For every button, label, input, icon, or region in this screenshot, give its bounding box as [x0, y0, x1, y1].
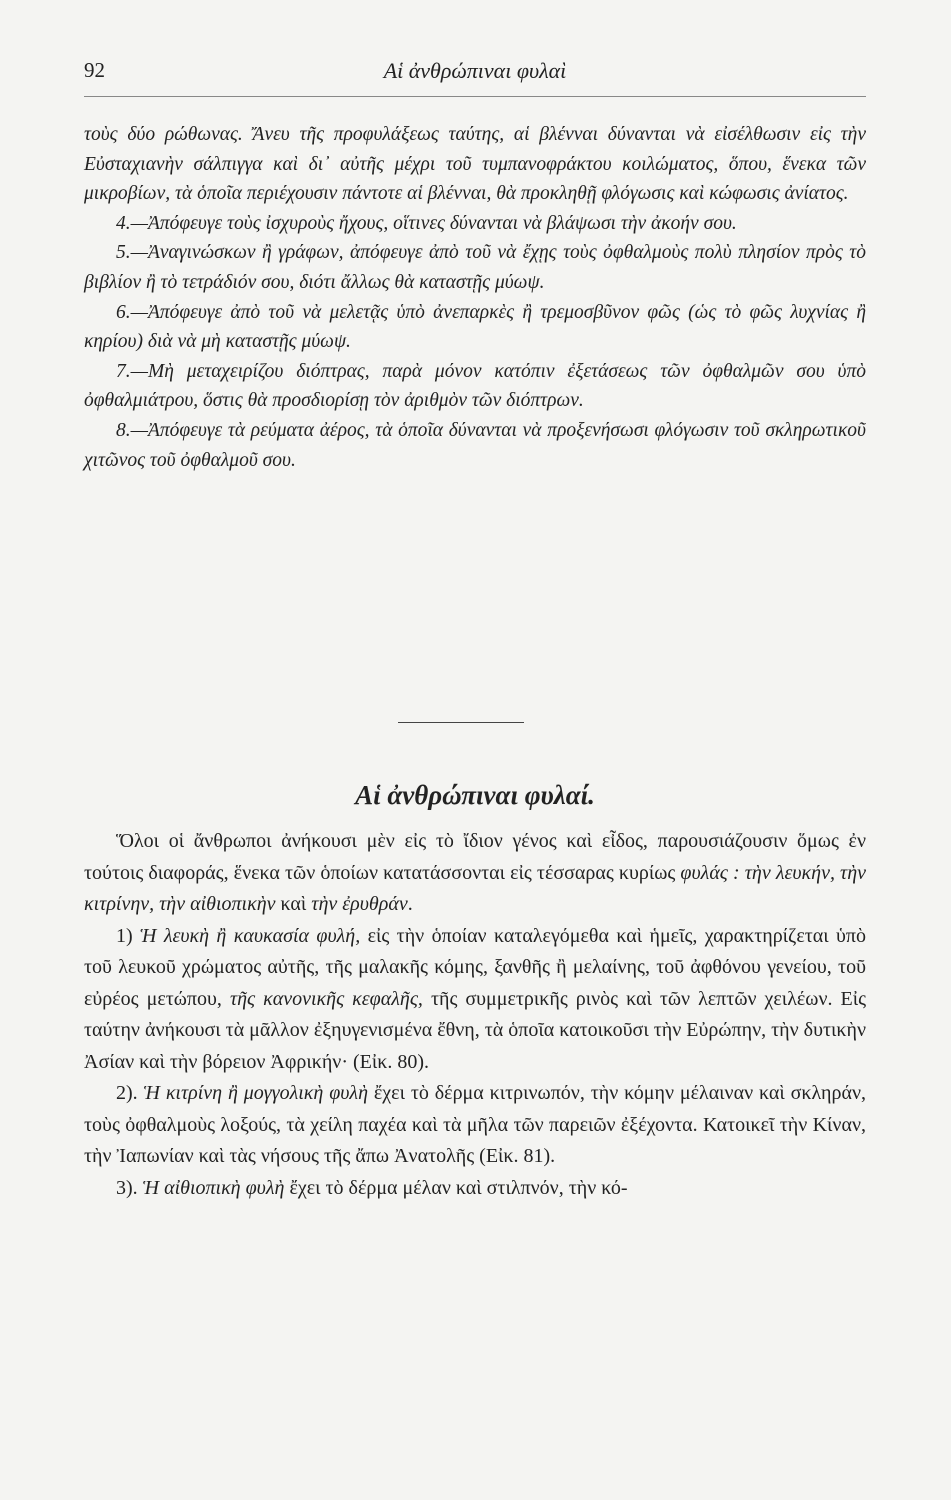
intro-paragraph — [84, 826, 866, 921]
section-divider — [398, 722, 524, 723]
intro-red-race: τὴν ἐρυθράν — [311, 893, 408, 915]
hygiene-advice-block — [84, 120, 866, 475]
item-number: 1) — [116, 924, 141, 947]
black-race-paragraph — [84, 1173, 866, 1205]
running-title: Αἱ ἀνθρώπιναι φυλαὶ — [383, 58, 567, 83]
page-number: 92 — [84, 58, 105, 82]
human-races-section — [84, 826, 866, 1204]
intro-period: . — [407, 893, 413, 915]
black-race-heading: Ἡ αἰθιοπικὴ φυλὴ — [142, 1176, 285, 1199]
intro-text: Ὅλοι οἱ ἄνθρωποι ἀνήκουσι μὲν εἰς τὸ ἴδιον γένος καὶ εἶδος, παρουσιάζουσιν ὅμως ἐν τούτοις διαφοράς, ἕνεκα τῶν ὁποίων κατατάσσονται εἰς τέσσαρας κυρίως — [84, 830, 866, 884]
section-title: Αἱ ἀνθρώπιναι φυλαί. — [355, 780, 595, 810]
advice-item-5: 5.—Ἀναγινώσκων ἢ γράφων, ἀπόφευγε ἀπὸ τοῦ νὰ ἔχῃς τοὺς ὀφθαλμοὺς πολὺ πλησίον πρὸς τὸ βιβλίον ἢ τὸ τετράδιόν σου, διότι ἄλλως θὰ καταστῇς μύωψ. — [84, 242, 866, 293]
paragraph-continuation: τοὺς δύο ρώθωνας. Ἄνευ τῆς προφυλάξεως ταύτης, αἱ βλένναι δύνανται νὰ εἰσέλθωσιν εἰς τὴν Εὐσταχιανὴν σάλπιγγα καὶ δι᾽ αὐτῆς μέχρι τοῦ τυμπανοφράκτου κοιλώματος, ὅπου, ἕνεκα τῶν μικροβίων, τὰ ὁποῖα περιέχουσιν πάντοτε αἱ βλένναι, θὰ προκληθῇ φλόγωσις καὶ κώφωσις ἀνίατος. — [84, 124, 866, 205]
header-rule — [84, 96, 866, 97]
white-race-text-end: τῆς συμμετρικῆς ρινὸς καὶ τῶν λεπτῶν χειλέων. Εἰς ταύτην ἀνήκουσι τὰ μᾶλλον ἐξηυγενισμένα ἔθνη, τὰ ὁποῖα κατοικοῦσι τὴν Εὐρώπην, τὴν δυτικὴν Ἀσίαν καὶ τὴν βόρειον Ἀφρικήν· (Εἰκ. 80). — [84, 987, 867, 1073]
item-number: 3). — [116, 1176, 143, 1199]
intro-races-list: φυλάς : τὴν λευκήν, τὴν κιτρίνην, τὴν αἰθιοπικὴν — [84, 861, 867, 915]
advice-item-8: 8.—Ἀπόφευγε τὰ ρεύματα ἀέρος, τὰ ὁποῖα δύνανται νὰ προξενήσωσι φλόγωσιν τοῦ σκληρωτικοῦ χιτῶνος τοῦ ὀφθαλμοῦ σου. — [84, 419, 866, 471]
item-number: 2). — [116, 1082, 144, 1104]
black-race-text: ἔχει τὸ δέρμα μέλαν καὶ στιλπνόν, τὴν κό- — [284, 1176, 628, 1199]
white-race-paragraph — [84, 921, 866, 1079]
yellow-race-heading: Ἡ κιτρίνη ἢ μογγολικὴ φυλὴ — [143, 1082, 369, 1104]
yellow-race-paragraph — [84, 1078, 866, 1173]
white-race-heading: Ἡ λευκὴ ἢ καυκασία φυλή, — [140, 924, 361, 947]
white-race-text: εἰς τὴν ὁποίαν καταλεγόμεθα καὶ ἡμεῖς, χαρακτηρίζεται ὑπὸ τοῦ λευκοῦ χρώματος αὐτῆς, τῆς μαλακῆς κόμης, ξανθῆς ἢ μελαίνης, τοῦ ἀφθόνου γενείου, τοῦ εὐρέος μετώπου, — [84, 924, 867, 1010]
advice-item-7: 7.—Μὴ μεταχειρίζου διόπτρας, παρὰ μόνον κατόπιν ἐξετάσεως τῶν ὀφθαλμῶν σου ὑπὸ ὀφθαλμιάτρου, ὅστις θὰ προσδιορίσῃ τὸν ἀριθμὸν τῶν διόπτρων. — [84, 360, 866, 412]
intro-conjunction: καὶ — [275, 893, 312, 915]
white-race-head-phrase: τῆς κανονικῆς κεφαλῆς, — [229, 987, 423, 1010]
advice-item-6: 6.—Ἀπόφευγε ἀπὸ τοῦ νὰ μελετᾷς ὑπὸ ἀνεπαρκὲς ἢ τρεμοσβῦνον φῶς (ὡς τὸ φῶς λυχνίας ἢ κηρίου) διὰ νὰ μὴ καταστῇς μύωψ. — [84, 301, 866, 353]
advice-item-4: 4.—Ἀπόφευγε τοὺς ἰσχυροὺς ἤχους, οἵτινες δύνανται νὰ βλάψωσι τὴν ἀκοήν σου. — [116, 212, 737, 234]
yellow-race-text: ἔχει τὸ δέρμα κιτρινωπόν, τὴν κόμην μέλαιναν καὶ σκληράν, τοὺς ὀφθαλμοὺς λοξούς, τὰ χείλη παχέα καὶ τὰ μῆλα τῶν παρειῶν ἐξέχοντα. Κατοικεῖ τὴν Κίναν, τὴν Ἰαπωνίαν καὶ τὰς νήσους τῆς ἄπω Ἀνατολῆς (Εἰκ. 81). — [84, 1082, 866, 1167]
page-header — [84, 58, 866, 94]
